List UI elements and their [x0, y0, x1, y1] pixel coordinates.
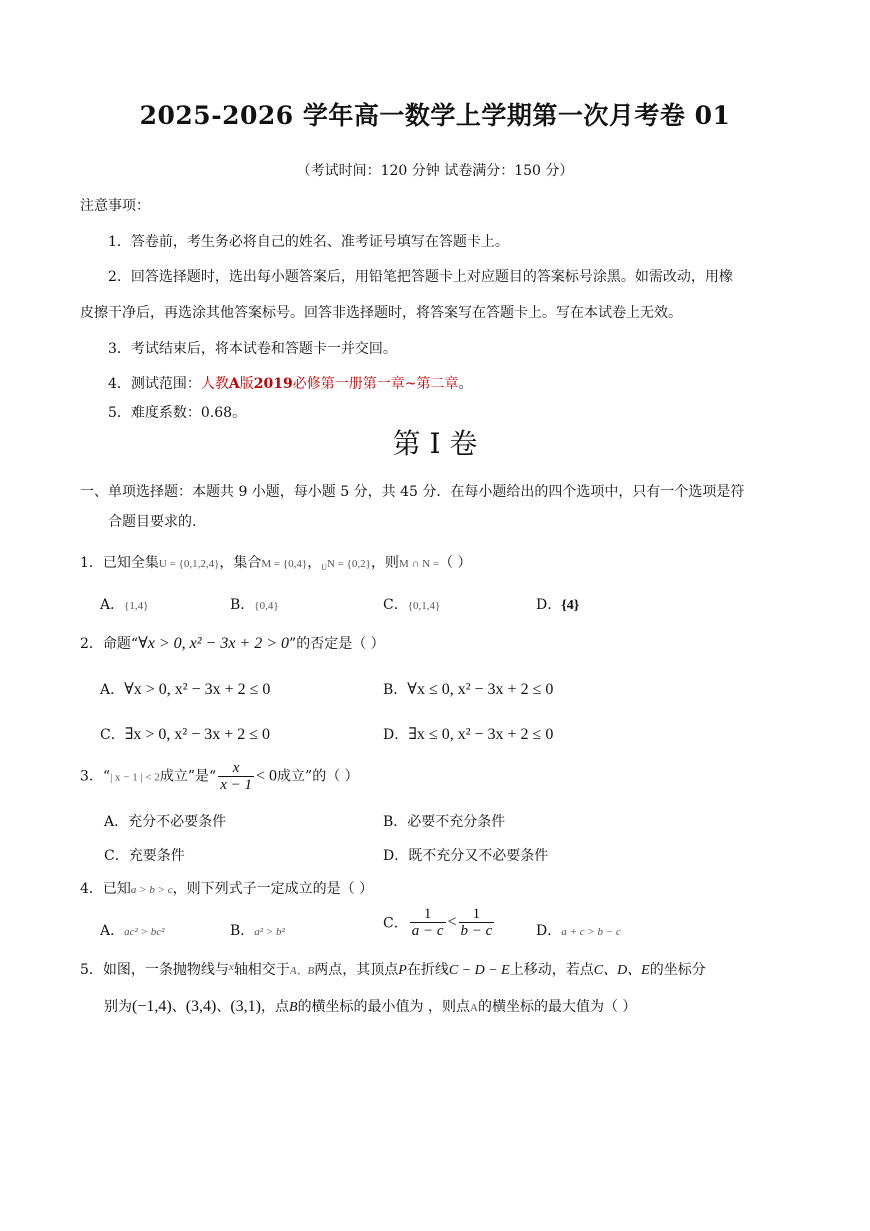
- q2-option-a-value: ∀x > 0, x² − 3x + 2 ≤ 0: [124, 681, 271, 698]
- q5-text-9: 的横坐标的最小值为 ，则点: [297, 999, 471, 1015]
- notice-item-5: 5．难度系数：0.68。: [108, 405, 247, 421]
- q5-text-8: ，点: [261, 999, 289, 1015]
- q5-coord-e: (3,1): [230, 998, 261, 1015]
- q1-option-c-value: {0,1,4}: [407, 600, 441, 612]
- q5-text-7: 别为: [104, 999, 132, 1015]
- q4-option-b[interactable]: [230, 920, 285, 940]
- q4-option-b-label: B．: [230, 923, 255, 939]
- section-1-line-2: 合题目要求的.: [108, 514, 197, 530]
- q4-option-b-value: a² > b²: [254, 926, 285, 938]
- q4-text-2: ，则下列式子一定成立的是（ ）: [172, 881, 374, 897]
- question-5-line-2: [104, 996, 636, 1016]
- q3-text-1: 3．“: [80, 768, 111, 785]
- q5-coord-d: (3,4): [185, 998, 217, 1015]
- q3-text-2: 成立”是“: [159, 768, 217, 785]
- q2-option-d[interactable]: [383, 724, 553, 744]
- question-4-stem: [80, 878, 373, 898]
- question-1-stem: [80, 552, 472, 572]
- q3-option-c[interactable]: C．充要条件: [104, 848, 185, 864]
- q5-text-6: 的坐标分: [649, 962, 706, 978]
- q1-text-4: ，则: [370, 555, 399, 571]
- scope-part-b: A: [228, 376, 240, 392]
- q2-option-c-value: ∃x > 0, x² − 3x + 2 ≤ 0: [124, 726, 271, 743]
- q5-vertex-p: P: [398, 963, 407, 978]
- q1-option-b-value: {0,4}: [254, 600, 279, 612]
- q3-option-d[interactable]: D．既不充分又不必要条件: [383, 848, 549, 864]
- scope-part-d: 2019: [253, 376, 293, 392]
- q4-c-less-than: <: [447, 913, 457, 931]
- q4-option-a-label: A．: [100, 923, 125, 939]
- q5-coord-c: (−1,4): [132, 998, 172, 1015]
- notice-item-4: [108, 373, 473, 393]
- q1-complement-n: N = {0,2}: [326, 558, 371, 570]
- q5-x-axis: x: [228, 961, 234, 973]
- q5-point-a: A: [470, 1002, 478, 1014]
- q4-option-c-label: C．: [383, 915, 408, 932]
- q1-expression: M ∩ N =: [398, 558, 440, 570]
- q4-c-numerator-2: 1: [459, 906, 495, 923]
- q5-points-cde: C、D、E: [593, 963, 650, 978]
- exam-title: 2025-2026 学年高一数学上学期第一次月考卷 01: [139, 101, 731, 130]
- q4-c-numerator-1: 1: [410, 906, 446, 923]
- exam-subtitle: （考试时间：120 分钟 试卷满分：150 分）: [296, 163, 574, 179]
- q4-text-1: 4．已知: [80, 881, 131, 897]
- q2-option-c[interactable]: [100, 724, 270, 744]
- q5-text-3: 两点，其顶点: [314, 962, 399, 978]
- q1-option-a-label: A．: [100, 597, 125, 613]
- q3-fraction-denominator: x − 1: [220, 777, 252, 793]
- q1-universal-set: U = {0,1,2,4}: [158, 558, 220, 570]
- notice-item-3: 3．考试结束后，将本试卷和答题卡一并交回。: [108, 341, 397, 357]
- q1-option-a-value: {1,4}: [124, 600, 149, 612]
- notice-heading: 注意事项：: [80, 198, 150, 214]
- q1-option-d-label: D．: [536, 597, 562, 613]
- question-5-line-1: [80, 959, 706, 979]
- q2-option-d-label: D．: [383, 727, 409, 743]
- q4-option-c-fraction-2: [459, 906, 495, 939]
- q3-fraction-numerator: x: [218, 760, 254, 777]
- test-scope: [201, 376, 459, 392]
- section-1-line-1: 一、单项选择题：本题共 9 小题，每小题 5 分，共 45 分．在每小题给出的四个选项中，只有一个选项是符: [80, 484, 745, 500]
- q1-option-d-value: {4}: [561, 598, 580, 613]
- q1-set-m: M = {0,4}: [261, 558, 308, 570]
- q3-text-3: 成立”的（ ）: [277, 768, 359, 785]
- volume-title: 第 I 卷: [392, 427, 478, 460]
- q1-option-a[interactable]: [100, 594, 148, 614]
- q2-option-a[interactable]: [100, 679, 270, 699]
- notice-item-2-line-2: 皮擦干净后，再选涂其他答案标号。回答非选择题时，将答案写在答题卡上。写在本试卷上无效。: [80, 305, 682, 321]
- q1-option-b[interactable]: [230, 594, 279, 614]
- q1-text-1: 1．已知全集: [80, 555, 159, 571]
- q1-option-c[interactable]: [383, 594, 440, 614]
- notice-item-4-suffix: 。: [458, 376, 473, 392]
- q2-proposition: ∀x > 0, x² − 3x + 2 > 0: [138, 635, 290, 652]
- notice-item-1: 1．答卷前，考生务必将自己的姓名、准考证号填写在答题卡上。: [108, 234, 509, 250]
- q1-option-b-label: B．: [230, 597, 255, 613]
- q4-option-a[interactable]: [100, 920, 164, 940]
- q2-text-1: 2．命题“: [80, 636, 139, 652]
- q5-text-2: 轴相交于: [233, 962, 290, 978]
- q2-option-b[interactable]: [383, 679, 553, 699]
- q5-text-4: 在折线: [406, 962, 449, 978]
- q3-option-b[interactable]: B．必要不充分条件: [383, 814, 506, 830]
- q3-fraction: [218, 760, 254, 793]
- q1-option-d[interactable]: [536, 594, 579, 614]
- q2-text-2: ”的否定是（ ）: [289, 636, 385, 652]
- q5-separator-2: 、: [216, 999, 231, 1015]
- q5-point-b: B: [289, 1000, 298, 1015]
- q1-text-2: ，集合: [219, 555, 262, 571]
- q4-c-denominator-2: b − c: [460, 923, 493, 939]
- q2-option-b-label: B．: [383, 682, 408, 698]
- scope-part-a: 人教: [200, 376, 229, 392]
- q5-text-1: 5．如图，一条抛物线与: [80, 962, 229, 978]
- q2-option-d-value: ∃x ≤ 0, x² − 3x + 2 ≤ 0: [408, 726, 554, 743]
- q4-option-d-value: a + c > b − c: [561, 926, 621, 938]
- q2-option-a-label: A．: [100, 682, 125, 698]
- q4-option-c-fraction-1: [410, 906, 446, 939]
- q4-option-a-value: ac² > bc²: [124, 926, 165, 938]
- scope-part-e: 必修第一册第一章~第二章: [292, 376, 459, 392]
- q2-option-b-value: ∀x ≤ 0, x² − 3x + 2 ≤ 0: [407, 681, 554, 698]
- q1-text-3: ，: [307, 555, 322, 571]
- q1-option-c-label: C．: [383, 597, 408, 613]
- q3-inequality: < 0: [256, 767, 278, 785]
- q3-option-a[interactable]: A．充分不必要条件: [104, 814, 227, 830]
- q1-text-5: （ ）: [439, 555, 472, 571]
- q2-option-c-label: C．: [100, 727, 125, 743]
- q4-option-d-label: D．: [536, 923, 562, 939]
- q5-text-10: 的横坐标的最大值为（ ）: [477, 999, 637, 1015]
- q4-c-denominator-1: a − c: [411, 923, 444, 939]
- q1-complement-subscript: U: [321, 563, 327, 572]
- q5-points-ab: A、B: [289, 965, 315, 977]
- scope-part-c: 版: [239, 376, 254, 392]
- q5-text-5: 上移动，若点: [509, 962, 594, 978]
- q3-condition-1: | x − 1 | < 2: [110, 771, 160, 784]
- q5-separator-1: 、: [171, 999, 186, 1015]
- question-3-stem: [80, 760, 359, 793]
- q5-polyline: C − D − E: [448, 963, 510, 978]
- question-2-stem: [80, 633, 385, 653]
- q4-option-c[interactable]: [383, 906, 496, 939]
- notice-item-2-line-1: 2．回答选择题时，选出每小题答案后，用铅笔把答题卡上对应题目的答案标号涂黑。如需改动，用橡: [108, 269, 733, 285]
- notice-item-4-prefix: 4．测试范围：: [108, 376, 201, 392]
- q4-option-d[interactable]: [536, 920, 621, 940]
- q4-condition: a > b > c: [130, 884, 173, 896]
